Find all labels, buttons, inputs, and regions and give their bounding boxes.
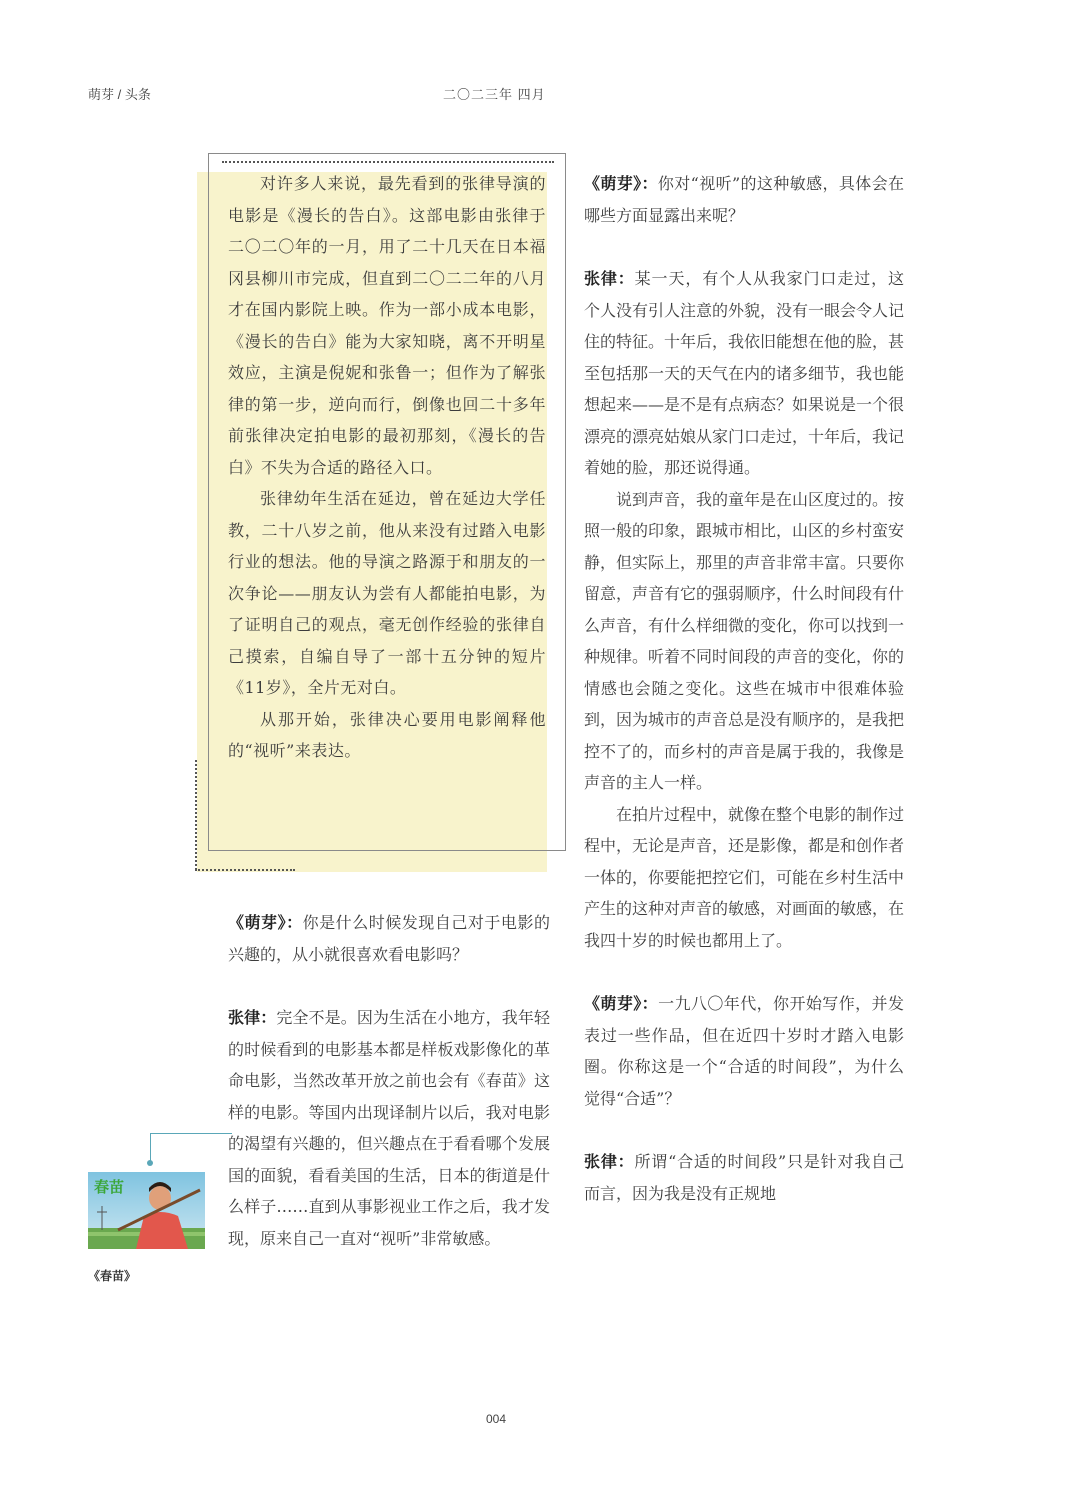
answer-2-paragraph-3: 在拍片过程中，就像在整个电影的制作过程中，无论是声音，还是影像，都是和创作者一体的，你要能把控它们，可能在乡村生活中产生的这种对声音的敏感，对画面的敏感，在我四十岁的时候也都用上了。: [584, 804, 905, 950]
interviewer-label: 《萌芽》：: [584, 994, 659, 1013]
interviewee-label: 张律：: [228, 1008, 277, 1027]
question-3-text: 一九八〇年代，你开始写作，并发表过一些作品，但在近四十岁时才踏入电影圈。你称这是一个“合适的时间段”，为什么觉得“合适”？: [584, 994, 904, 1108]
question-2: [584, 168, 904, 231]
intro-paragraph-3: 从那开始，张律决心要用电影阐释他的“视听”来表达。: [228, 709, 546, 760]
section-label: 萌芽 / 头条: [88, 87, 151, 102]
poster-title: 春苗: [94, 1178, 125, 1196]
question-2-text: 你对“视听”的这种敏感，具体会在哪些方面显露出来呢？: [584, 174, 904, 225]
right-column: [584, 168, 904, 1209]
answer-2-text: 某一天，有个人从我家门口走过，这个人没有引人注意的外貌，没有一眼会令人记住的特征。十年后，我依旧能想在他的脸，甚至包括那一天的天气在内的诸多细节，我也能想起来——是不是有点病态？如果说是一个很漂亮的漂亮姑娘从家门口走过，十年后，我记着她的脸，那还说得通。: [584, 269, 905, 477]
interviewee-label: 张律：: [584, 1152, 635, 1171]
dotted-border-top: [222, 161, 554, 163]
answer-2: [584, 263, 904, 484]
interviewee-label: 张律：: [584, 269, 635, 288]
answer-3: [584, 1146, 904, 1209]
left-column: [228, 907, 550, 1254]
issue-date: 二〇二三年 四月: [443, 87, 546, 102]
intro-paragraph-2: 张律幼年生活在延边，曾在延边大学任教，二十八岁之前，他从来没有过踏入电影行业的想法。他的导演之路源于和朋友的一次争论——朋友认为尝有人都能拍电影，为了证明自己的观点，毫无创作经验的张律自己摸索，自编自导了一部十五分钟的短片《11岁》，全片无对白。: [228, 489, 546, 697]
question-3: [584, 988, 904, 1114]
answer-1-text: 完全不是。因为生活在小地方，我年轻的时候看到的电影基本都是样板戏影像化的革命电影，当然改革开放之前也会有《春苗》这样的电影。等国内出现译制片以后，我对电影的渴望有兴趣的，但兴趣点在于看看哪个发展国的面貌，看看美国的生活，日本的街道是什么样子……直到从事影视业工作之后，我才发现，原来自己一直对“视听”非常敏感。: [228, 1008, 550, 1248]
answer-1: [228, 1002, 550, 1254]
intro-box-text: [228, 168, 546, 767]
film-poster-image: [88, 1172, 205, 1249]
page-number: 004: [486, 1412, 507, 1426]
interviewer-label: 《萌芽》：: [584, 174, 658, 193]
interviewer-label: 《萌芽》：: [228, 913, 303, 932]
question-1-text: 你是什么时候发现自己对于电影的兴趣的，从小就很喜欢看电影吗？: [228, 913, 550, 964]
poster-caption: 《春苗》: [88, 1269, 137, 1283]
question-1: [228, 907, 550, 970]
answer-2-paragraph-2: 说到声音，我的童年是在山区度过的。按照一般的印象，跟城市相比，山区的乡村蛮安静，但实际上，那里的声音非常丰富。只要你留意，声音有它的强弱顺序，什么时间段有什么声音，有什么样细微的变化，你可以找到一种规律。听着不同时间段的声音的变化，你的情感也会随之变化。这些在城市中很难体验到，因为城市的声音总是没有顺序的，是我把控不了的，而乡村的声音是属于我的，我像是声音的主人一样。: [584, 489, 905, 792]
connector-dot: [147, 1160, 153, 1166]
intro-paragraph-1: 对许多人来说，最先看到的张律导演的电影是《漫长的告白》。这部电影由张律于二〇二〇年的一月，用了二十几天在日本福冈县柳川市完成，但直到二〇二二年的八月才在国内影院上映。作为一部小成本电影，《漫长的告白》能为大家知晓，离不开明星效应，主演是倪妮和张鲁一；但作为了解张律的第一步，逆向而行，倒像也回二十多年前张律决定拍电影的最初那刻，《漫长的告白》不失为合适的路径入口。: [228, 174, 546, 477]
dotted-border-bottom: [195, 869, 295, 871]
connector-line-horizontal: [150, 1133, 232, 1134]
dotted-border-left: [195, 760, 197, 870]
answer-3-text: 所谓“合适的时间段”只是针对我自己而言，因为我是没有正规地: [584, 1152, 904, 1203]
